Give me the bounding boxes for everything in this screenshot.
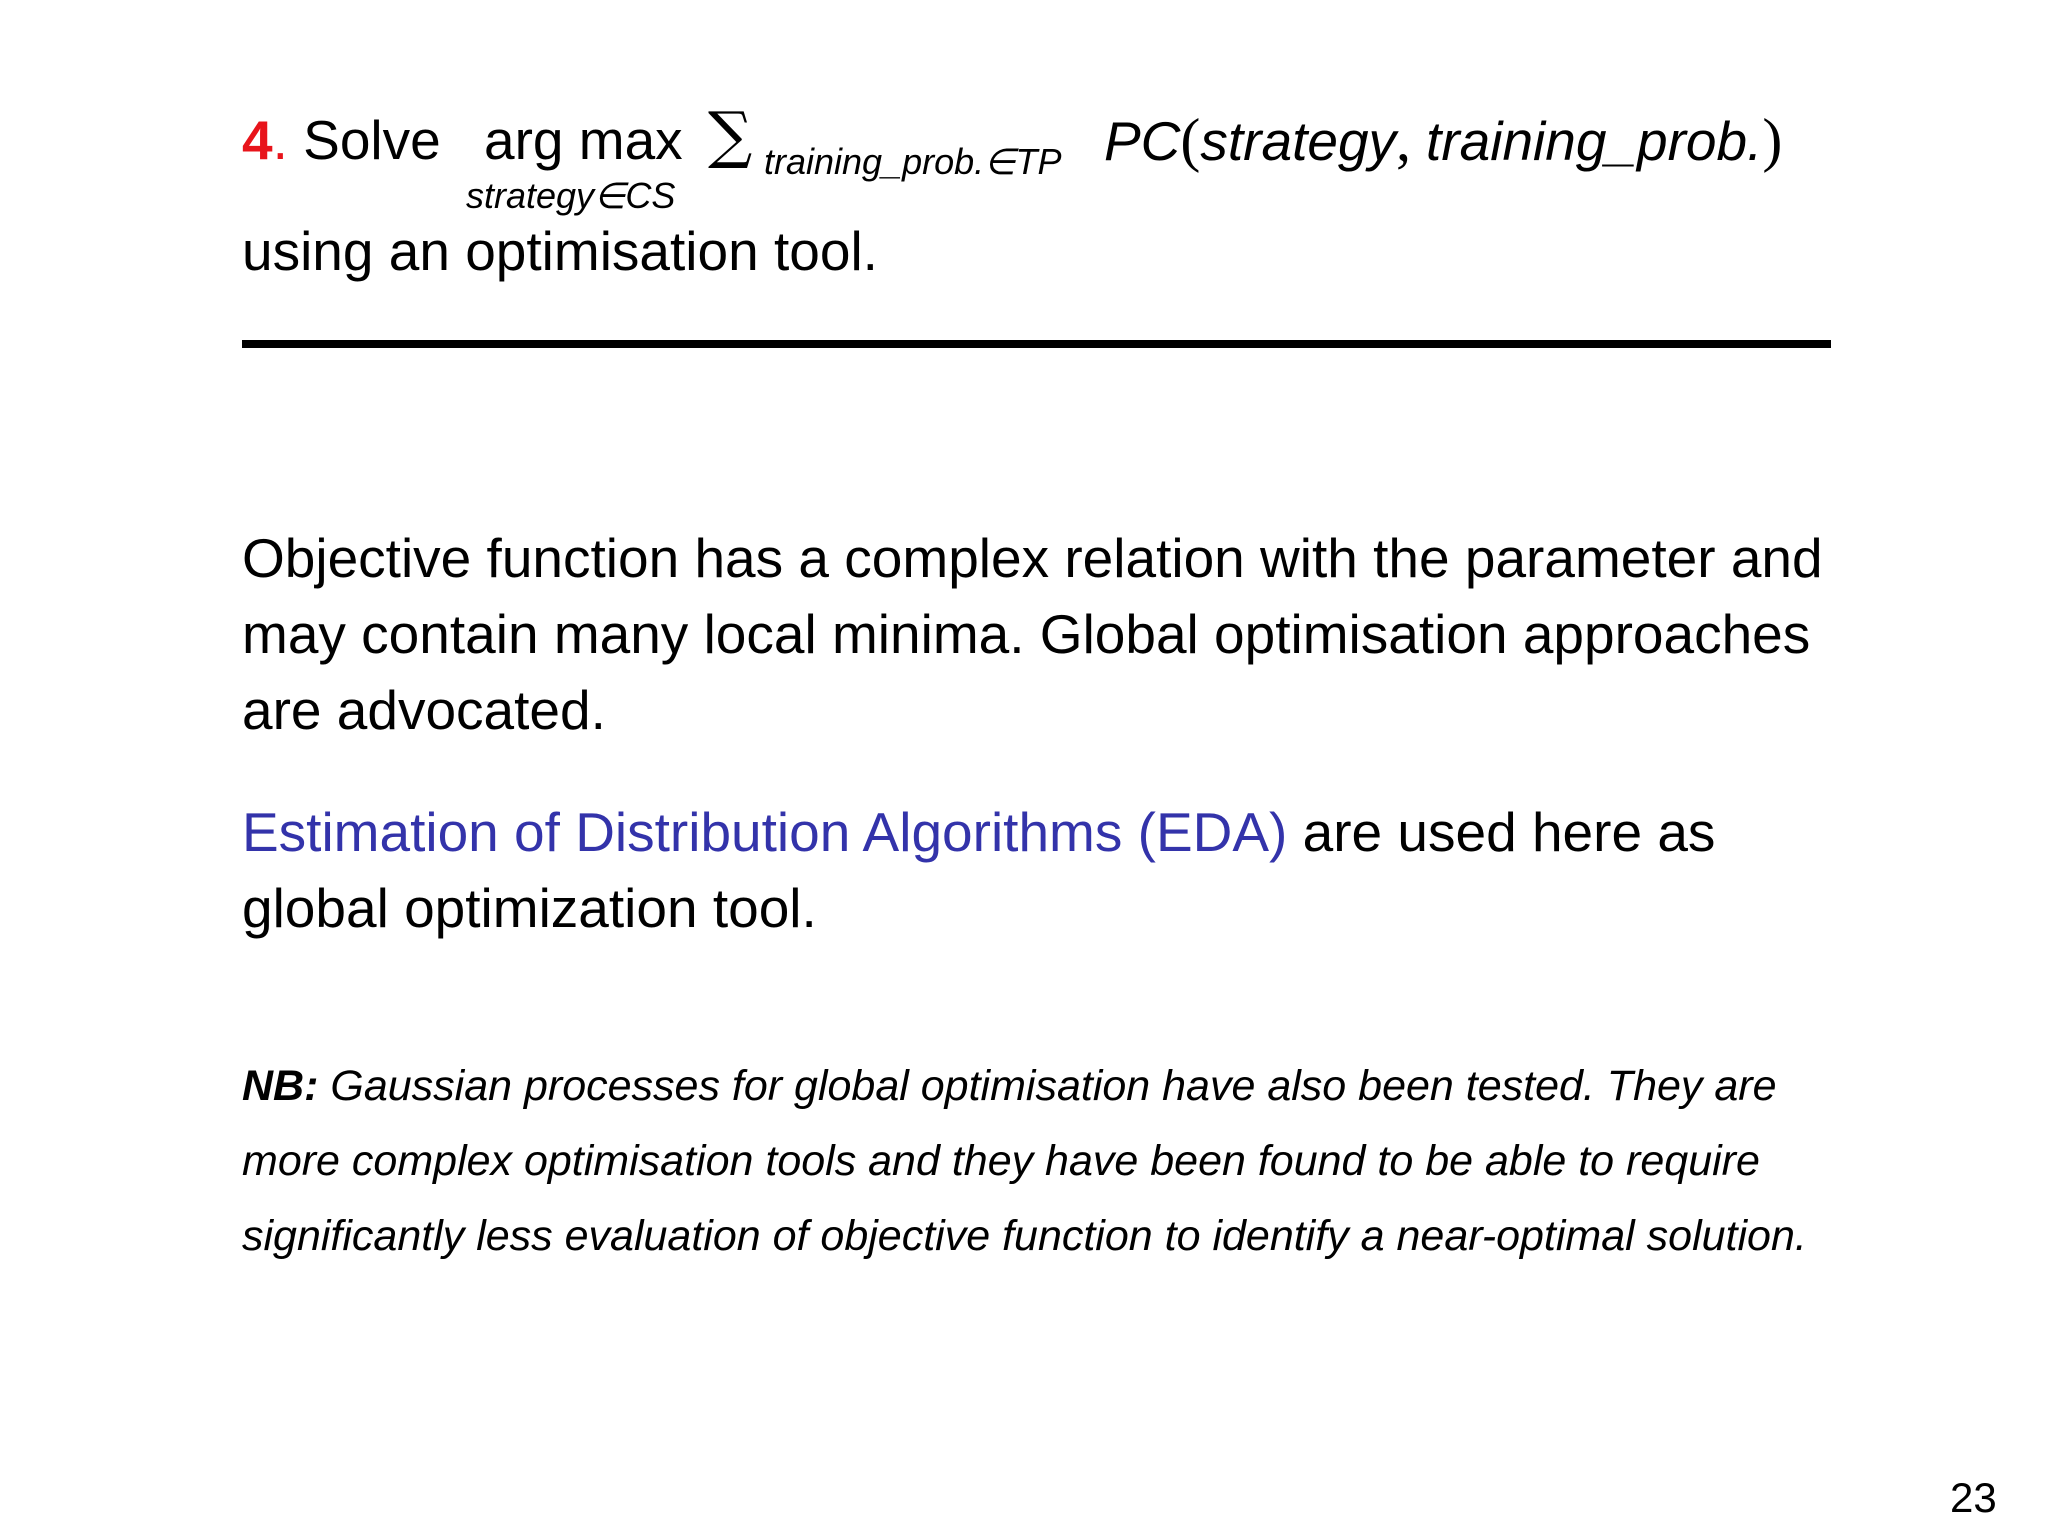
- argmax-subscript: strategy∈CS: [466, 175, 676, 216]
- step-verb: Solve: [303, 109, 441, 171]
- step-number-dot: .: [272, 109, 288, 171]
- sum-subscript: training_prob.∈TP: [764, 141, 1062, 182]
- page-number: 23: [1950, 1474, 1997, 1521]
- horizontal-divider: [242, 340, 1831, 348]
- argmax-operator: arg max: [484, 109, 683, 171]
- eda-paragraph: [242, 794, 1862, 946]
- sum-symbol: ∑: [708, 98, 753, 171]
- nb-label: NB:: [242, 1062, 319, 1110]
- argument-training-prob: training_prob.: [1426, 110, 1763, 172]
- nb-text: Gaussian processes for global optimisation have also been tested. They are more complex optimisation tools and they have been found to be able to require significantly less evaluation of objective function to identify a near-optimal solution.: [242, 1062, 1807, 1260]
- objective-paragraph: Objective function has a complex relation with the parameter and may contain many local minima. Global optimisation approaches are advocated.: [242, 527, 1823, 741]
- nb-note: [242, 1049, 1842, 1274]
- step-heading: [242, 108, 441, 172]
- step-number: 4: [242, 109, 273, 171]
- close-paren: ): [1762, 107, 1783, 173]
- eda-rest: are used here as global optimization tool.: [242, 801, 1716, 939]
- step-continuation: using an optimisation tool.: [242, 220, 878, 282]
- open-paren: (: [1180, 107, 1201, 173]
- argument-strategy: strategy: [1200, 110, 1397, 172]
- comma: ,: [1396, 107, 1427, 173]
- function-name: PC: [1104, 110, 1181, 172]
- objective-expression: [1104, 108, 1782, 173]
- eda-highlight: Estimation of Distribution Algorithms (EDA): [242, 801, 1288, 863]
